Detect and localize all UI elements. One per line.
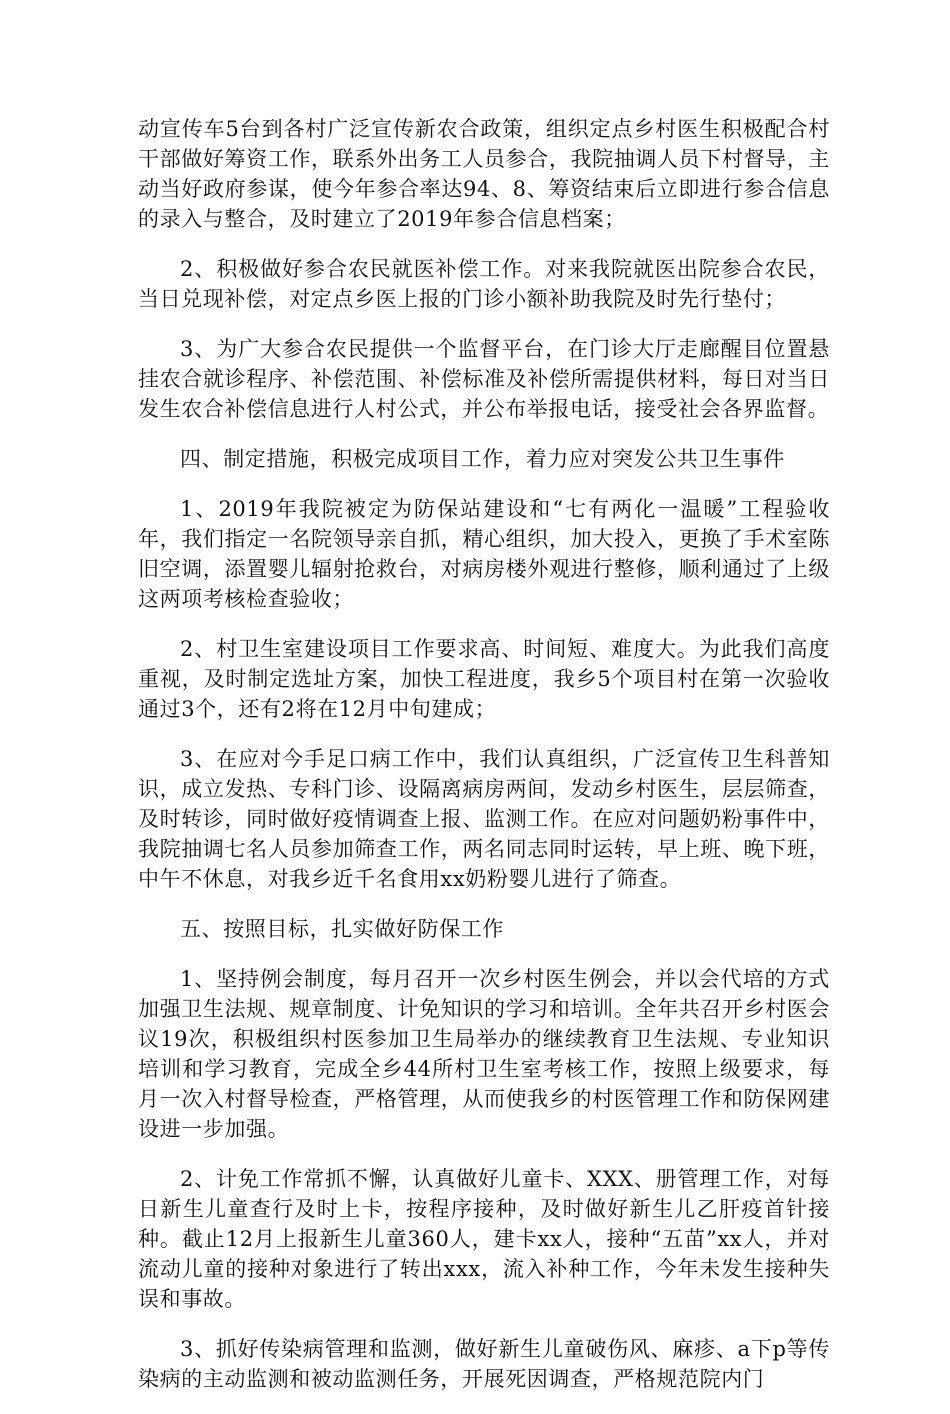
paragraph-6: 2、村卫生室建设项目工作要求高、时间短、难度大。为此我们高度重视，及时制定选址方案，加快工程进度，我乡5个项目村在第一次验收通过3个，还有2将在12月中旬建成； [138,637,830,721]
section-heading-4: 四、制定措施，积极完成项目工作，着力应对突发公共卫生事件 [180,447,785,471]
paragraph-7: 3、在应对今手足口病工作中，我们认真组织，广泛宣传卫生科普知识，成立发热、专科门诊、设隔离病房两间，发动乡村医生，层层筛查，及时转诊，同时做好疫情调查上报、监测工作。在应对问题奶粉事件中，我院抽调七名人员参加筛查工作，两名同志同时运转，早上班、晚下班，中午不休息，对我乡近千名食用xx奶粉婴儿进行了筛查。 [138,747,830,891]
paragraph-11: 3、抓好传染病管理和监测，做好新生儿童破伤风、麻疹、a下p等传染病的主动监测和被动监测任务，开展死因调查，严格规范院内门 [138,1337,830,1391]
paragraph-2: 2、积极做好参合农民就医补偿工作。对来我院就医出院参合农民，当日兑现补偿，对定点乡医上报的门诊小额补助我院及时先行垫付； [138,257,830,311]
document-body [138,114,830,1414]
section-heading-5: 五、按照目标，扎实做好防保工作 [180,917,504,941]
paragraph-1: 动宣传车5台到各村广泛宣传新农合政策，组织定点乡村医生积极配合村干部做好筹资工作，联系外出务工人员参合，我院抽调人员下村督导，主动当好政府参谋，使今年参合率达94、8、筹资结束后立即进行参合信息的录入与整合，及时建立了2019年参合信息档案； [138,117,830,231]
paragraph-10: 2、计免工作常抓不懈，认真做好儿童卡、XXX、册管理工作，对每日新生儿童查行及时上卡，按程序接种，及时做好新生儿乙肝疫首针接种。截止12月上报新生儿童360人，建卡xx人，接种“五苗”xx人，并对流动儿童的接种对象进行了转出xxx，流入补种工作，今年未发生接种失误和事故。 [138,1167,830,1311]
paragraph-5: 1、2019年我院被定为防保站建设和“七有两化一温暖”工程验收年，我们指定一名院领导亲自抓，精心组织，加大投入，更换了手术室陈旧空调，添置婴儿辐射抢救台，对病房楼外观进行整修，顺利通过了上级这两项考核检查验收； [138,497,830,611]
paragraph-9: 1、坚持例会制度，每月召开一次乡村医生例会，并以会代培的方式加强卫生法规、规章制度、计免知识的学习和培训。全年共召开乡村医会议19次，积极组织村医参加卫生局举办的继续教育卫生法规、专业知识培训和学习教育，完成全乡44所村卫生室考核工作，按照上级要求，每月一次入村督导检查，严格管理，从而使我乡的村医管理工作和防保网建设进一步加强。 [138,967,830,1141]
paragraph-3: 3、为广大参合农民提供一个监督平台，在门诊大厅走廊醒目位置悬挂农合就诊程序、补偿范围、补偿标准及补偿所需提供材料，每日对当日发生农合补偿信息进行人村公式，并公布举报电话，接受社会各界监督。 [138,337,830,421]
